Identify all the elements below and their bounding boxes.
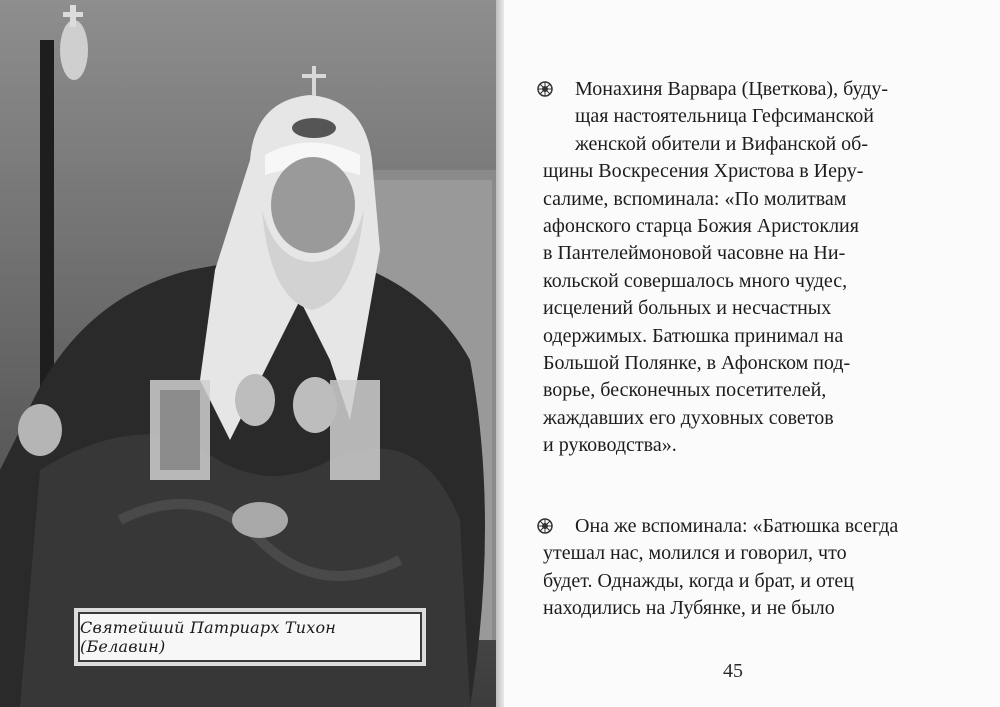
photo-caption: Святейший Патриарх Тихон (Белавин): [80, 618, 337, 656]
patriarch-portrait-photo: [0, 0, 498, 707]
paragraph-2: [543, 513, 978, 623]
paragraph-1-text-cont: [543, 158, 978, 459]
text-line: щая настоятельница Гефсиманской: [575, 105, 875, 128]
text-line: жаждавших его духовных советов: [543, 406, 834, 429]
text-line: исцелений больных и несчастных: [543, 297, 832, 320]
text-line: одержимых. Батюшка принимал на: [543, 324, 844, 347]
flower-ornament-icon: [537, 518, 553, 534]
left-page: [0, 0, 498, 707]
text-line: в Пантелеймоновой часовне на Ни-: [543, 242, 846, 265]
text-line: будет. Однажды, когда и брат, и отец: [543, 569, 855, 592]
flower-ornament-icon: [537, 81, 553, 97]
right-page: [504, 0, 1000, 707]
page-number: 45: [723, 660, 743, 682]
text-line: ворье, бесконечных посетителей,: [543, 379, 827, 402]
text-line: кольской совершалось много чудес,: [543, 269, 848, 292]
portrait-illustration: [0, 0, 498, 707]
text-line: женской обители и Вифанской об-: [575, 132, 868, 155]
text-line: и руководства».: [543, 434, 677, 457]
text-line: утешал нас, молился и говорил, что: [543, 542, 847, 565]
text-line: находились на Лубянке, и не было: [543, 597, 835, 620]
text-line: афонского старца Божия Аристоклия: [543, 215, 859, 238]
text-line: Она же вспоминала: «Батюшка всегда: [575, 515, 899, 537]
text-line: Большой Полянке, в Афонском под-: [543, 352, 851, 375]
photo-caption-frame: [78, 612, 422, 662]
text-line: салиме, вспоминала: «По молитвам: [543, 187, 847, 210]
paragraph-1-text: [575, 76, 978, 158]
paragraph-2-text: [575, 513, 978, 540]
paragraph-1: [543, 76, 978, 460]
text-line: щины Воскресения Христова в Иеру-: [543, 160, 864, 183]
text-line: Монахиня Варвара (Цветкова), буду-: [575, 78, 889, 100]
paragraph-2-text-cont: [543, 540, 978, 622]
